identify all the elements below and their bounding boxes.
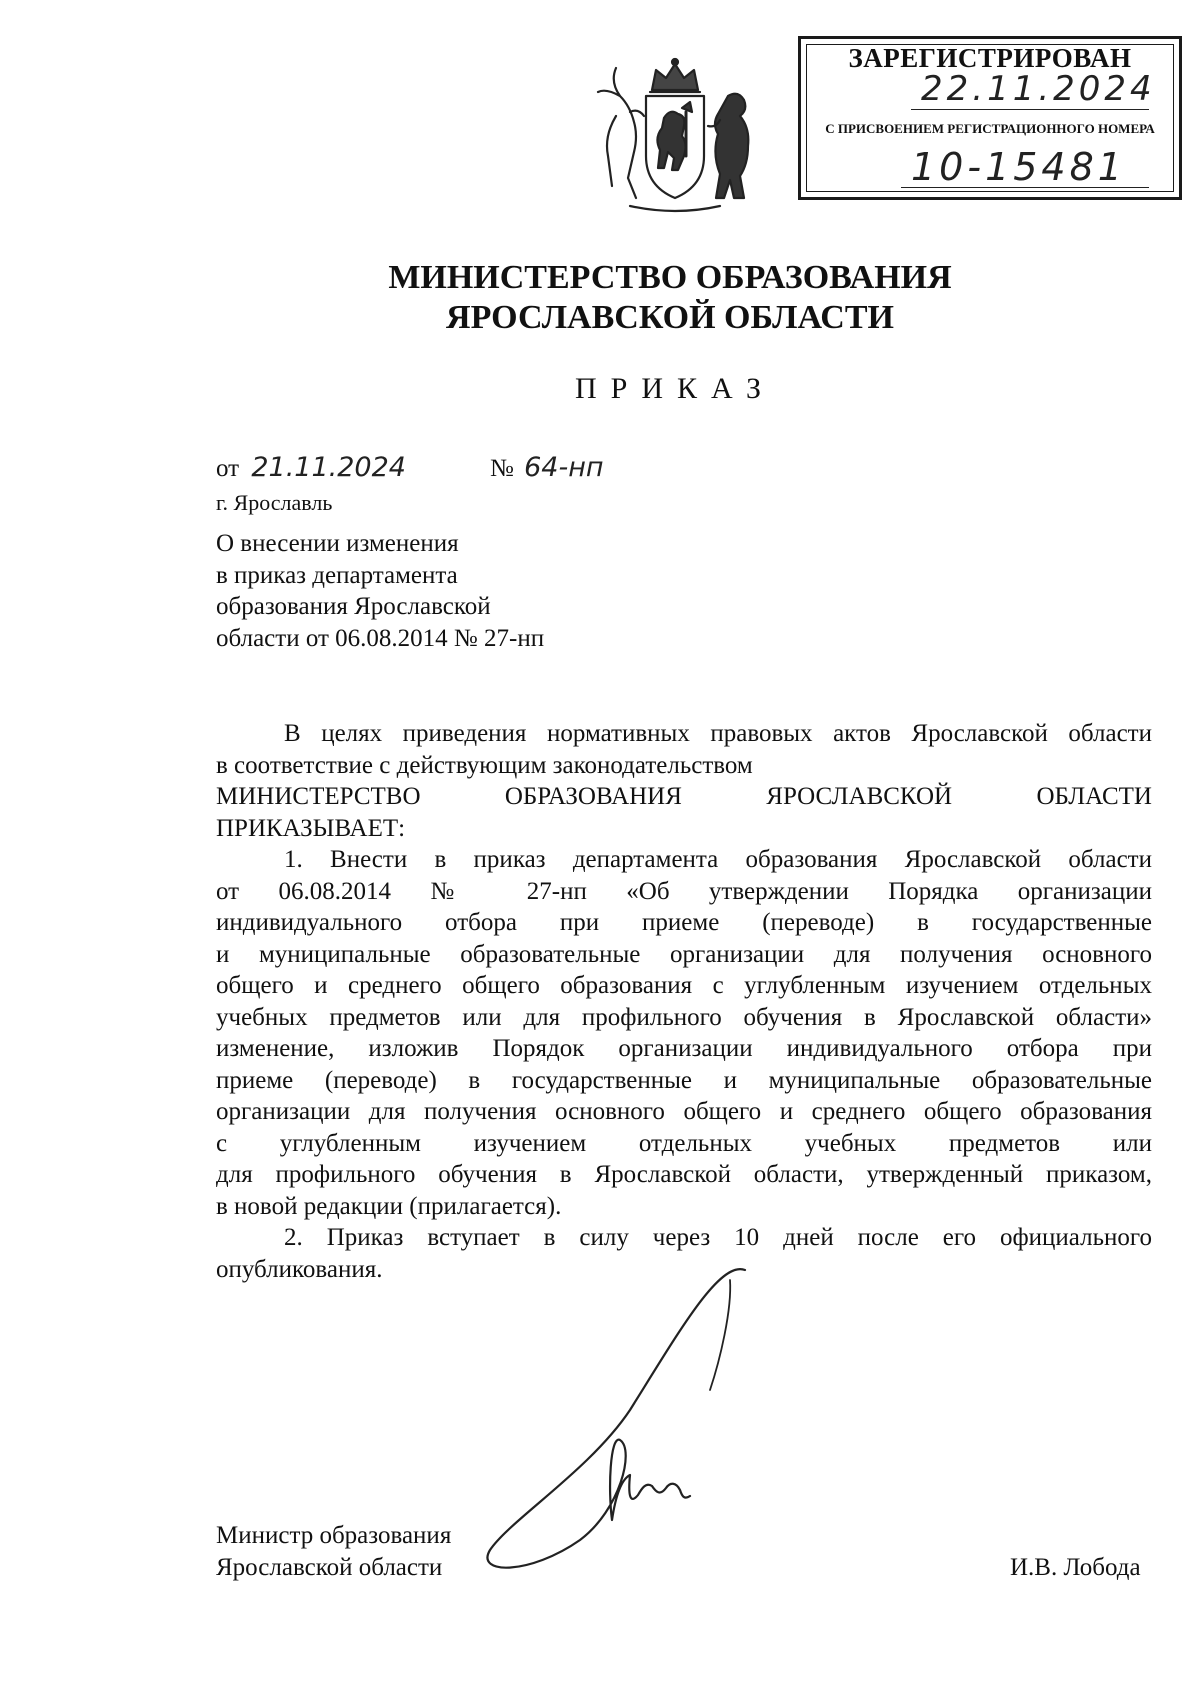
item1-line: 1. Внести в приказ департамента образования Ярославской области	[284, 846, 1152, 873]
stamp-underline-number	[901, 187, 1149, 188]
item1-line: от 06.08.2014 № 27-нп «Об утверждении Порядка организации	[216, 877, 1152, 905]
item1-line: приеме (переводе) в государственные и муниципальные образовательные	[216, 1066, 1152, 1094]
order-body	[216, 718, 1152, 1285]
subject-line: образования Ярославской	[216, 593, 491, 620]
signatory-position	[216, 1520, 451, 1583]
item1-line: изменение, изложив Порядок организации индивидуального отбора при	[216, 1035, 1152, 1062]
order-word: ОБРАЗОВАНИЯ	[504, 783, 682, 810]
subject-line: в приказ департамента	[216, 561, 458, 589]
item1-line: учебных предметов или для профильного обучения в Ярославской области»	[216, 1003, 1152, 1031]
stamp-date: 22.11.2024	[921, 69, 1156, 109]
order-date-prefix: от	[216, 455, 240, 482]
handwritten-signature	[470, 1250, 770, 1580]
subject-line: области от 06.08.2014 № 27-нп	[216, 624, 545, 652]
signatory-name: И.В. Лобода	[1010, 1554, 1141, 1581]
order-phrase-ministry	[216, 781, 1152, 813]
ministry-name-line1: МИНИСТЕРСТВО ОБРАЗОВАНИЯ	[388, 259, 952, 296]
ministry-name-line2: ЯРОСЛАВСКОЙ ОБЛАСТИ	[446, 299, 894, 336]
order-number-value: 64-нп	[524, 452, 604, 483]
registration-stamp	[798, 36, 1182, 200]
order-subject	[216, 528, 636, 654]
stamp-registration-number: 10-15481	[911, 145, 1126, 189]
order-number	[490, 452, 604, 485]
order-word: ЯРОСЛАВСКОЙ	[766, 783, 953, 810]
stamp-underline-date	[911, 109, 1149, 110]
item1-line: в новой редакции (прилагается).	[216, 1192, 562, 1220]
item2-line: опубликования.	[216, 1255, 383, 1283]
item1-line: организации для получения основного общего и среднего общего образования	[216, 1098, 1152, 1125]
order-verb: ПРИКАЗЫВАЕТ:	[216, 814, 406, 842]
document-type-title: ПРИКАЗ	[575, 372, 775, 405]
order-number-prefix: №	[490, 455, 514, 482]
item1-line: для профильного обучения в Ярославской области, утвержденный приказом,	[216, 1161, 1152, 1188]
subject-line: О внесении изменения	[216, 530, 459, 557]
order-date-value: 21.11.2024	[251, 452, 406, 483]
item1-line: общего и среднего общего образования с углубленным изучением отдельных	[216, 972, 1152, 999]
stamp-title: ЗАРЕГИСТРИРОВАН	[848, 43, 1132, 73]
order-date	[216, 452, 406, 485]
order-word: МИНИСТЕРСТВО	[216, 783, 421, 810]
coat-of-arms-icon	[590, 56, 760, 216]
order-word: ОБЛАСТИ	[1036, 783, 1152, 810]
ministry-name	[300, 258, 1040, 338]
order-city: г. Ярославль	[216, 490, 333, 515]
item1-line: индивидуального отбора при приеме (переводе) в государственные	[216, 909, 1152, 936]
item1-line: с углубленным изучением отдельных учебных предметов или	[216, 1129, 1152, 1157]
signatory-position-line2: Ярославской области	[216, 1553, 443, 1581]
item2-line: 2. Приказ вступает в силу через 10 дней после его официального	[284, 1224, 1152, 1251]
item1-line: и муниципальные образовательные организации для получения основного	[216, 940, 1152, 968]
signatory-position-line1: Министр образования	[216, 1522, 452, 1549]
preamble-line: в соответствие с действующим законодательством	[216, 751, 753, 779]
preamble-line: В целях приведения нормативных правовых актов Ярославской области	[284, 720, 1152, 747]
stamp-subtitle: С ПРИСВОЕНИЕМ РЕГИСТРАЦИОННОГО НОМЕРА	[825, 121, 1155, 136]
